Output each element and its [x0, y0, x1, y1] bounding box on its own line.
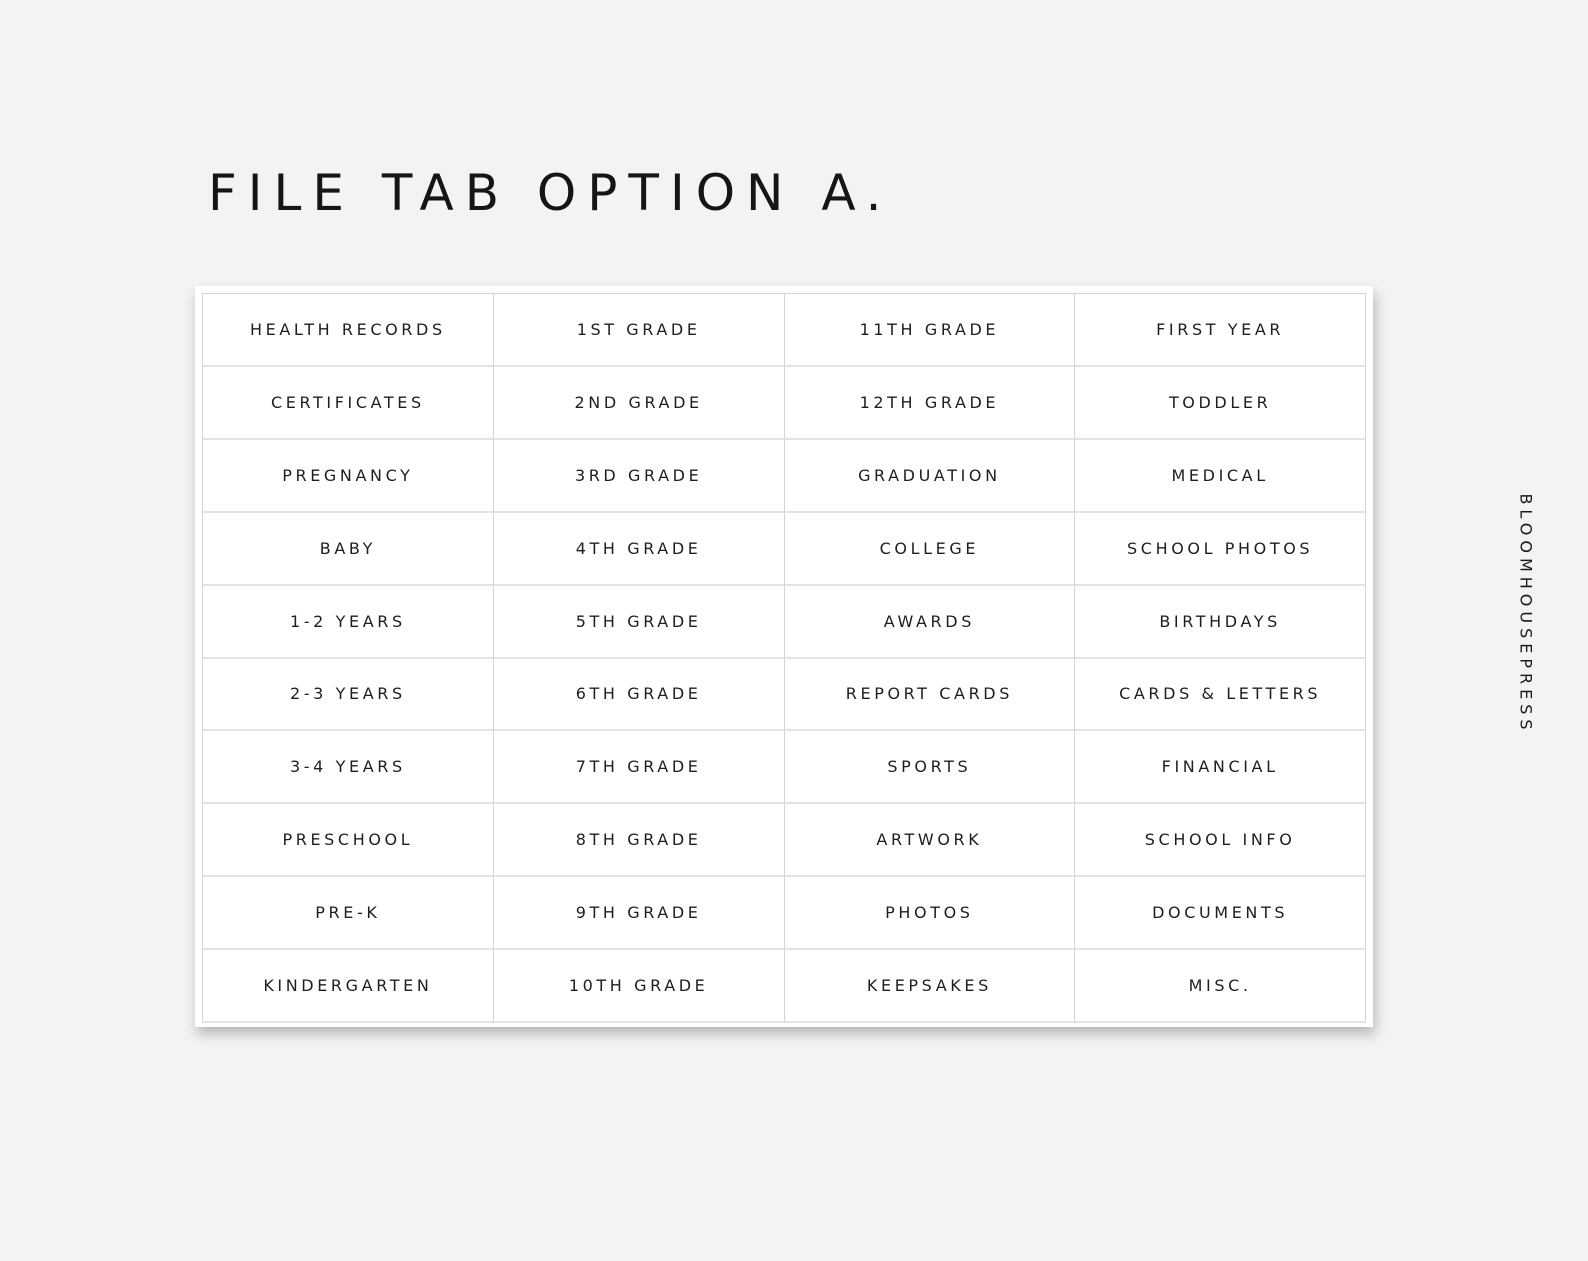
label-cell: [494, 659, 785, 732]
label-cell: [785, 804, 1076, 877]
label-cell: [1075, 950, 1366, 1023]
label-cell: [785, 440, 1076, 513]
label-text: 2ND GRADE: [574, 392, 703, 412]
label-cell: [785, 586, 1076, 659]
label-cell: [785, 659, 1076, 732]
label-text: FINANCIAL: [1161, 757, 1279, 777]
label-cell: [203, 950, 494, 1023]
label-cell: [203, 731, 494, 804]
label-cell: [785, 294, 1076, 367]
label-cell: [785, 950, 1076, 1023]
label-cell: [494, 950, 785, 1023]
label-text: MISC.: [1188, 976, 1252, 996]
label-cell: [494, 804, 785, 877]
label-text: COLLEGE: [879, 538, 980, 558]
label-cell: [785, 731, 1076, 804]
label-grid: [202, 293, 1366, 1023]
label-text: 1ST GRADE: [576, 319, 701, 339]
label-cell: [494, 294, 785, 367]
label-cell: [1075, 659, 1366, 732]
label-text: PRESCHOOL: [282, 830, 414, 850]
label-text: FIRST YEAR: [1156, 319, 1285, 339]
label-text: PREGNANCY: [282, 465, 414, 485]
label-cell: [785, 513, 1076, 586]
label-text: MEDICAL: [1171, 465, 1269, 485]
label-text: SPORTS: [887, 757, 972, 777]
label-text: 2-3 YEARS: [290, 684, 406, 704]
label-cell: [203, 367, 494, 440]
label-cell: [1075, 440, 1366, 513]
label-cell: [494, 731, 785, 804]
label-text: 6TH GRADE: [575, 684, 702, 704]
label-text: 11TH GRADE: [859, 319, 1000, 339]
label-text: BABY: [319, 538, 376, 558]
label-text: PRE-K: [315, 903, 381, 923]
label-text: 3-4 YEARS: [290, 757, 406, 777]
label-cell: [494, 513, 785, 586]
label-cell: [203, 440, 494, 513]
label-cell: [203, 877, 494, 950]
label-text: DOCUMENTS: [1152, 903, 1289, 923]
brand-watermark: BLOOMHOUSEPRESS: [1516, 493, 1536, 735]
label-cell: [203, 804, 494, 877]
page-title: FILE TAB OPTION A.: [208, 164, 893, 222]
label-text: 7TH GRADE: [575, 757, 702, 777]
label-text: TODDLER: [1168, 392, 1272, 412]
label-text: KINDERGARTEN: [263, 976, 433, 996]
label-text: SCHOOL PHOTOS: [1127, 538, 1314, 558]
label-text: 3RD GRADE: [574, 465, 703, 485]
label-cell: [494, 367, 785, 440]
label-text: BIRTHDAYS: [1159, 611, 1281, 631]
label-text: 10TH GRADE: [568, 976, 709, 996]
label-text: 12TH GRADE: [859, 392, 1000, 412]
label-cell: [785, 877, 1076, 950]
label-cell: [203, 513, 494, 586]
label-text: 4TH GRADE: [575, 538, 702, 558]
label-text: GRADUATION: [858, 465, 1001, 485]
label-text: HEALTH RECORDS: [250, 319, 446, 339]
label-text: AWARDS: [883, 611, 975, 631]
label-cell: [494, 877, 785, 950]
label-cell: [1075, 367, 1366, 440]
label-text: 1-2 YEARS: [290, 611, 406, 631]
label-text: PHOTOS: [885, 903, 974, 923]
label-cell: [1075, 586, 1366, 659]
label-text: KEEPSAKES: [866, 976, 992, 996]
label-cell: [1075, 731, 1366, 804]
label-text: REPORT CARDS: [845, 684, 1013, 704]
label-cell: [494, 440, 785, 513]
label-cell: [1075, 513, 1366, 586]
label-cell: [203, 659, 494, 732]
label-text: 5TH GRADE: [575, 611, 702, 631]
label-cell: [203, 586, 494, 659]
label-text: 9TH GRADE: [575, 903, 702, 923]
label-text: 8TH GRADE: [575, 830, 702, 850]
label-cell: [785, 367, 1076, 440]
label-text: SCHOOL INFO: [1144, 830, 1296, 850]
label-text: ARTWORK: [876, 830, 983, 850]
label-text: CERTIFICATES: [270, 392, 425, 412]
label-text: CARDS & LETTERS: [1119, 684, 1322, 704]
label-cell: [1075, 294, 1366, 367]
label-cell: [203, 294, 494, 367]
label-cell: [1075, 804, 1366, 877]
label-cell: [494, 586, 785, 659]
label-sheet: [195, 286, 1373, 1027]
label-cell: [1075, 877, 1366, 950]
